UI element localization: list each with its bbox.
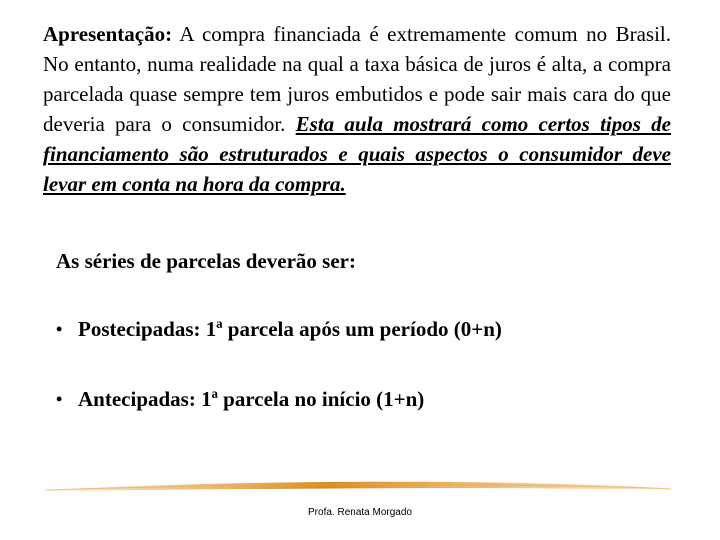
series-heading: As séries de parcelas deverão ser: <box>56 249 356 273</box>
bullet-icon: • <box>56 319 63 339</box>
footer-author: Profa. Renata Morgado <box>308 507 412 518</box>
list-item-text: Postecipadas: 1ª parcela após um período (0+n) <box>78 317 502 341</box>
series-list <box>56 314 656 454</box>
list-item <box>56 314 656 344</box>
list-item-text: Antecipadas: 1ª parcela no início (1+n) <box>78 387 425 411</box>
intro-lead: Apresentação: <box>43 22 173 46</box>
intro-emphasis: Esta aula mostrará como certos tipos de financiamento são estruturados e quais aspectos o consumidor deve levar em conta na hora da compra. <box>43 112 672 196</box>
intro-paragraph <box>43 19 671 199</box>
intro-body: A compra financiada é extremamente comum no Brasil. No entanto, numa realidade na qual a taxa básica de juros é alta, a compra parcelada quase sempre tem juros embutidos e pode sair mais cara do que deveria para o consumidor. <box>43 22 671 136</box>
bullet-icon: • <box>56 389 63 409</box>
list-item <box>56 384 656 414</box>
decorative-swoosh <box>36 479 676 495</box>
